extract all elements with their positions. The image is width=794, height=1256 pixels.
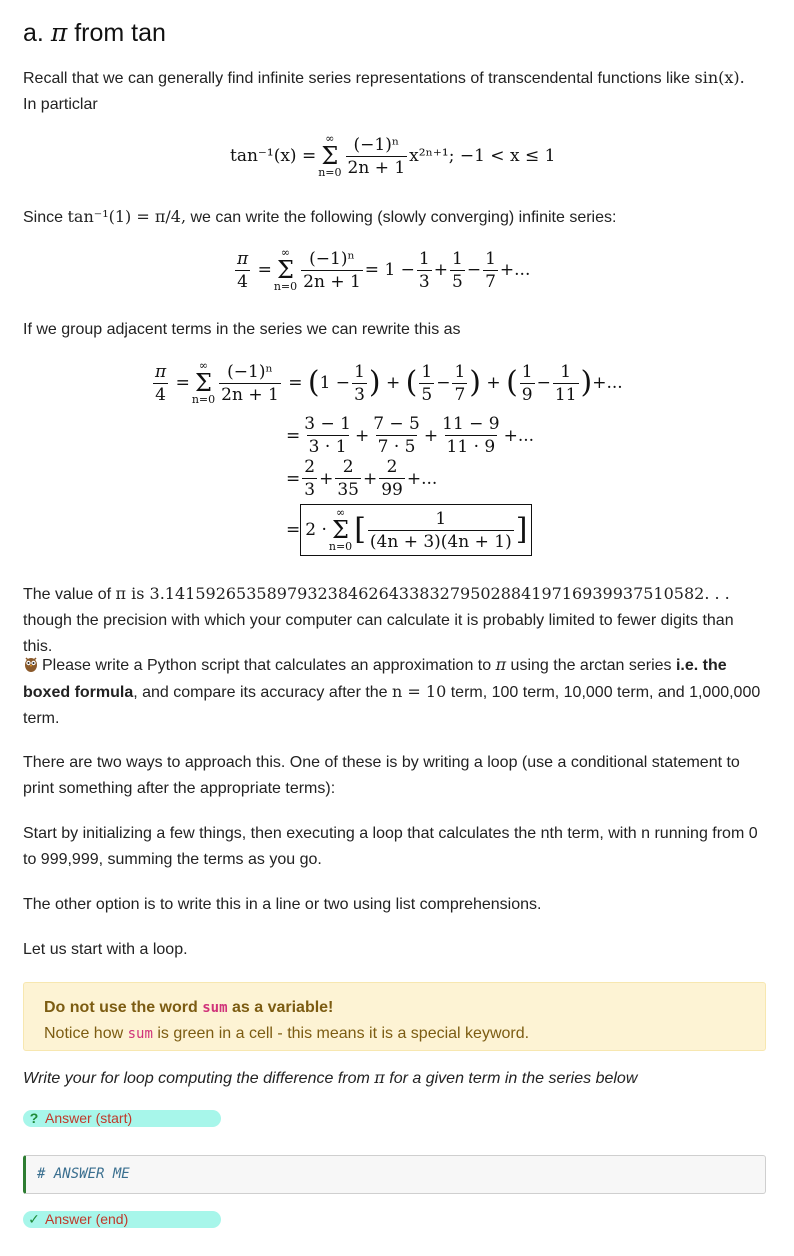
grouped-series-line-3: = $\frac{2}{3}$ + $\frac{2}{35}$ + $\frac{2}{99}$ +... [286,457,438,500]
sigma-symbol: ∞ Σ n=0 [318,132,342,179]
approach-paragraph: There are two ways to approach this. One of these is by writing a loop (use a conditional statement to print something after the appropriate terms): [23,754,740,797]
start-paragraph: Start by initializing a few things, then executing a loop that calculates the nth term, with n running from 0 to 999,999, summing the terms as you go. [23,825,758,868]
warning-callout [23,982,766,1051]
code-comment: # ANSWER ME [37,1166,130,1182]
intro-paragraph: Recall that we can generally find infinite series representations of transcendental functions like sin(x). In particlar [23,68,745,113]
since-paragraph: Since tan⁻¹(1) = π/4, we can write the following (slowly converging) infinite series: [23,207,617,226]
grouped-series-line-2: = $\frac{3 - 1}{3 \cdot 1}$ + $\frac{7 - 5}{7 \cdot 5}$ + $\frac{11 - 9}{11 \cdot 9}$ +... [286,414,535,457]
warning-body: Notice how sum is green in a cell - this means it is a special keyword. [44,1025,530,1042]
owl-icon [23,656,39,672]
heading-suffix: from tan [74,19,166,47]
task-paragraph: Please write a Python script that calculates an approximation to π using the arctan series i.e. the boxed formula, and compare its accuracy after the n = 10 term, 100 term, 10,000 term, and 1,000,000 term. [23,655,761,727]
loop-start-paragraph: Let us start with a loop. [23,941,188,958]
boxed-formula-line: = 2 · ∞ Σ n=0 [ $\frac{1}{(4n + 3)(4n + 1)}$ ] [286,504,532,556]
instruction-paragraph: Write your for loop computing the difference from π for a given term in the series below [23,1068,638,1087]
pi-value-paragraph: The value of π is 3.14159265358979323846264338327950288419716939937510582. . . though the precision with which your computer can calculate it is probably limited to fewer digits than this. [23,584,734,655]
sin-x: sin(x). [694,68,745,87]
heading-prefix: a. [23,19,44,47]
question-icon: ? [29,1110,39,1126]
arctan-series-equation: tan⁻¹(x) = ∞ Σ n=0 $\frac{\text{(−1)ⁿ}}{2n + 1}$ x²ⁿ⁺¹; −1 < x ≤ 1 [230,132,556,179]
boxed-formula: 2 · ∞ Σ n=0 [ $\frac{1}{(4n + 3)(4n + 1)}$ ] [300,504,532,556]
section-heading [23,18,166,48]
warning-title: Do not use the word sum as a variable! [44,999,334,1016]
grouped-series-line-1: $\frac{\pi}{4}$ = ∞ Σ n=0 $\frac{\text{(−1)ⁿ}}{2n + 1}$ = ( 1 − $\frac{1}{3}$ ) + ( $\frac{1}{5}$ − $\frac{1}{7}$ ) + ( $\frac{1}{9}$ − $\frac{1}{11}$ ) +... [155,359,623,406]
other-option-paragraph: The other option is to write this in a line or two using list comprehensions. [23,896,542,913]
answer-start-marker[interactable]: ? Answer (start) [23,1110,221,1127]
answer-end-marker[interactable]: ✓ Answer (end) [23,1211,221,1228]
code-cell[interactable] [23,1155,766,1194]
checkmark-icon: ✓ [28,1211,40,1227]
grouping-paragraph: If we group adjacent terms in the series we can rewrite this as [23,321,461,338]
heading-pi: π [50,18,68,47]
pi-over-four-series: $\frac{\pi}{4}$ = ∞ Σ n=0 $\frac{\text{(−1)ⁿ}}{2n + 1}$ = 1 − $\frac{1}{3}$ + $\frac{1}{5}$ − $\frac{1}{7}$ +... [237,246,531,293]
